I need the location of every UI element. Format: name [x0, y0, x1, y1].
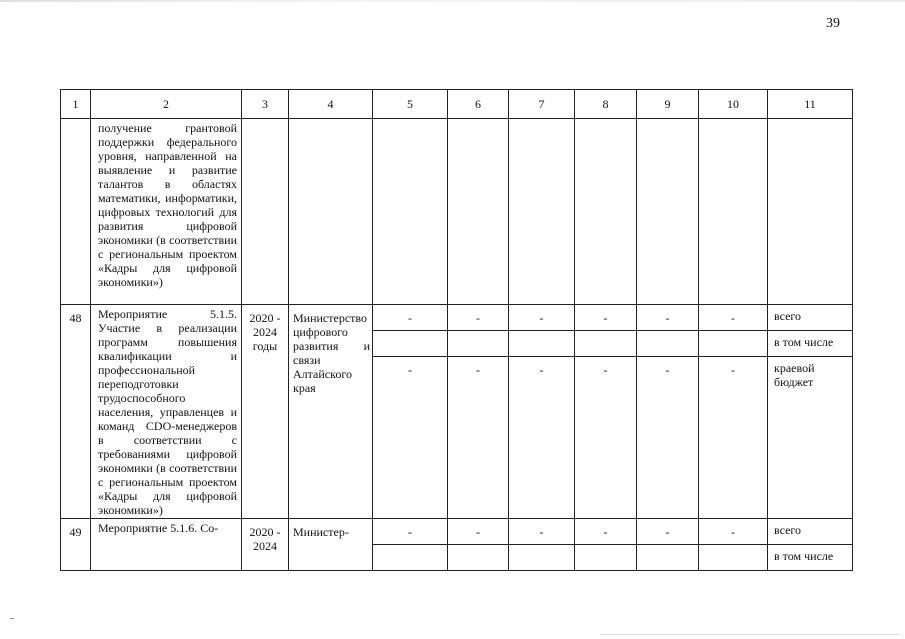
responsible-executor: Министер- — [289, 519, 373, 571]
amount-col-7: - — [509, 519, 575, 545]
page-number: 39 — [826, 16, 840, 31]
measure-description: Мероприятие 5.1.6. Со- — [91, 519, 242, 571]
amount-col-8: - — [575, 519, 637, 545]
continuation-row — [61, 119, 853, 305]
amount-col-6: - — [448, 305, 509, 331]
row-number: 49 — [61, 519, 91, 571]
header-col-2: 2 — [91, 90, 242, 119]
measure-row — [61, 305, 853, 331]
empty-cell — [373, 119, 448, 305]
amount-col-7 — [509, 331, 575, 357]
header-col-4: 4 — [289, 90, 373, 119]
funding-source: краевой бюджет — [768, 357, 853, 519]
empty-cell — [637, 119, 699, 305]
amount-col-6: - — [448, 519, 509, 545]
amount-col-10 — [699, 545, 768, 571]
amount-col-6: - — [448, 357, 509, 519]
responsible-executor: Министерство цифрового развития и связи Алтайского края — [289, 305, 373, 519]
header-col-8: 8 — [575, 90, 637, 119]
amount-col-10 — [699, 331, 768, 357]
funding-source: всего — [768, 305, 853, 331]
funding-source: всего — [768, 519, 853, 545]
amount-col-10: - — [699, 357, 768, 519]
header-col-1: 1 — [61, 90, 91, 119]
funding-source: в том числе — [768, 331, 853, 357]
empty-cell — [242, 119, 289, 305]
implementation-period: 2020 - 2024 годы — [242, 305, 289, 519]
amount-col-6 — [448, 545, 509, 571]
amount-col-10: - — [699, 305, 768, 331]
scan-edge-top — [0, 0, 905, 2]
amount-col-9 — [637, 331, 699, 357]
amount-col-5 — [373, 331, 448, 357]
header-col-10: 10 — [699, 90, 768, 119]
amount-col-8 — [575, 331, 637, 357]
empty-cell — [448, 119, 509, 305]
header-col-3: 3 — [242, 90, 289, 119]
header-col-5: 5 — [373, 90, 448, 119]
empty-cell — [509, 119, 575, 305]
empty-cell — [699, 119, 768, 305]
program-table — [60, 89, 853, 571]
continuation-description: получение грантовой поддержки федерального уровня, направленной на выявление и развитие талантов в областях математики, информатики, цифровых технологий для развития цифровой экономики (в соответствии с региональным проектом «Кадры для цифровой экономики») — [91, 119, 242, 305]
amount-col-9 — [637, 545, 699, 571]
amount-col-9: - — [637, 519, 699, 545]
scan-edge-bottom — [600, 634, 900, 635]
amount-col-7 — [509, 545, 575, 571]
amount-col-7: - — [509, 357, 575, 519]
empty-cell — [768, 119, 853, 305]
implementation-period: 2020 - 2024 — [242, 519, 289, 571]
table-header-row — [61, 90, 853, 119]
amount-col-6 — [448, 331, 509, 357]
amount-col-9: - — [637, 357, 699, 519]
header-col-6: 6 — [448, 90, 509, 119]
row-number: 48 — [61, 305, 91, 519]
amount-col-7: - — [509, 305, 575, 331]
measure-description: Мероприятие 5.1.5. Участие в реализации программ повышения квалификации и профессиональной переподготовки трудоспособного населения, управленцев и команд CDO-менеджеров в соответствии с требованиями цифровой экономики (в соответствии с региональным проектом «Кадры для цифровой экономики») — [91, 305, 242, 519]
amount-col-8: - — [575, 305, 637, 331]
amount-col-10: - — [699, 519, 768, 545]
amount-col-5: - — [373, 357, 448, 519]
amount-col-9: - — [637, 305, 699, 331]
measure-row — [61, 519, 853, 545]
header-col-9: 9 — [637, 90, 699, 119]
continuation-num-cell — [61, 119, 91, 305]
amount-col-5: - — [373, 519, 448, 545]
empty-cell — [575, 119, 637, 305]
scan-mark — [10, 618, 14, 619]
empty-cell — [289, 119, 373, 305]
amount-col-5: - — [373, 305, 448, 331]
amount-col-5 — [373, 545, 448, 571]
funding-source: в том числе — [768, 545, 853, 571]
amount-col-8 — [575, 545, 637, 571]
amount-col-8: - — [575, 357, 637, 519]
header-col-7: 7 — [509, 90, 575, 119]
header-col-11: 11 — [768, 90, 853, 119]
